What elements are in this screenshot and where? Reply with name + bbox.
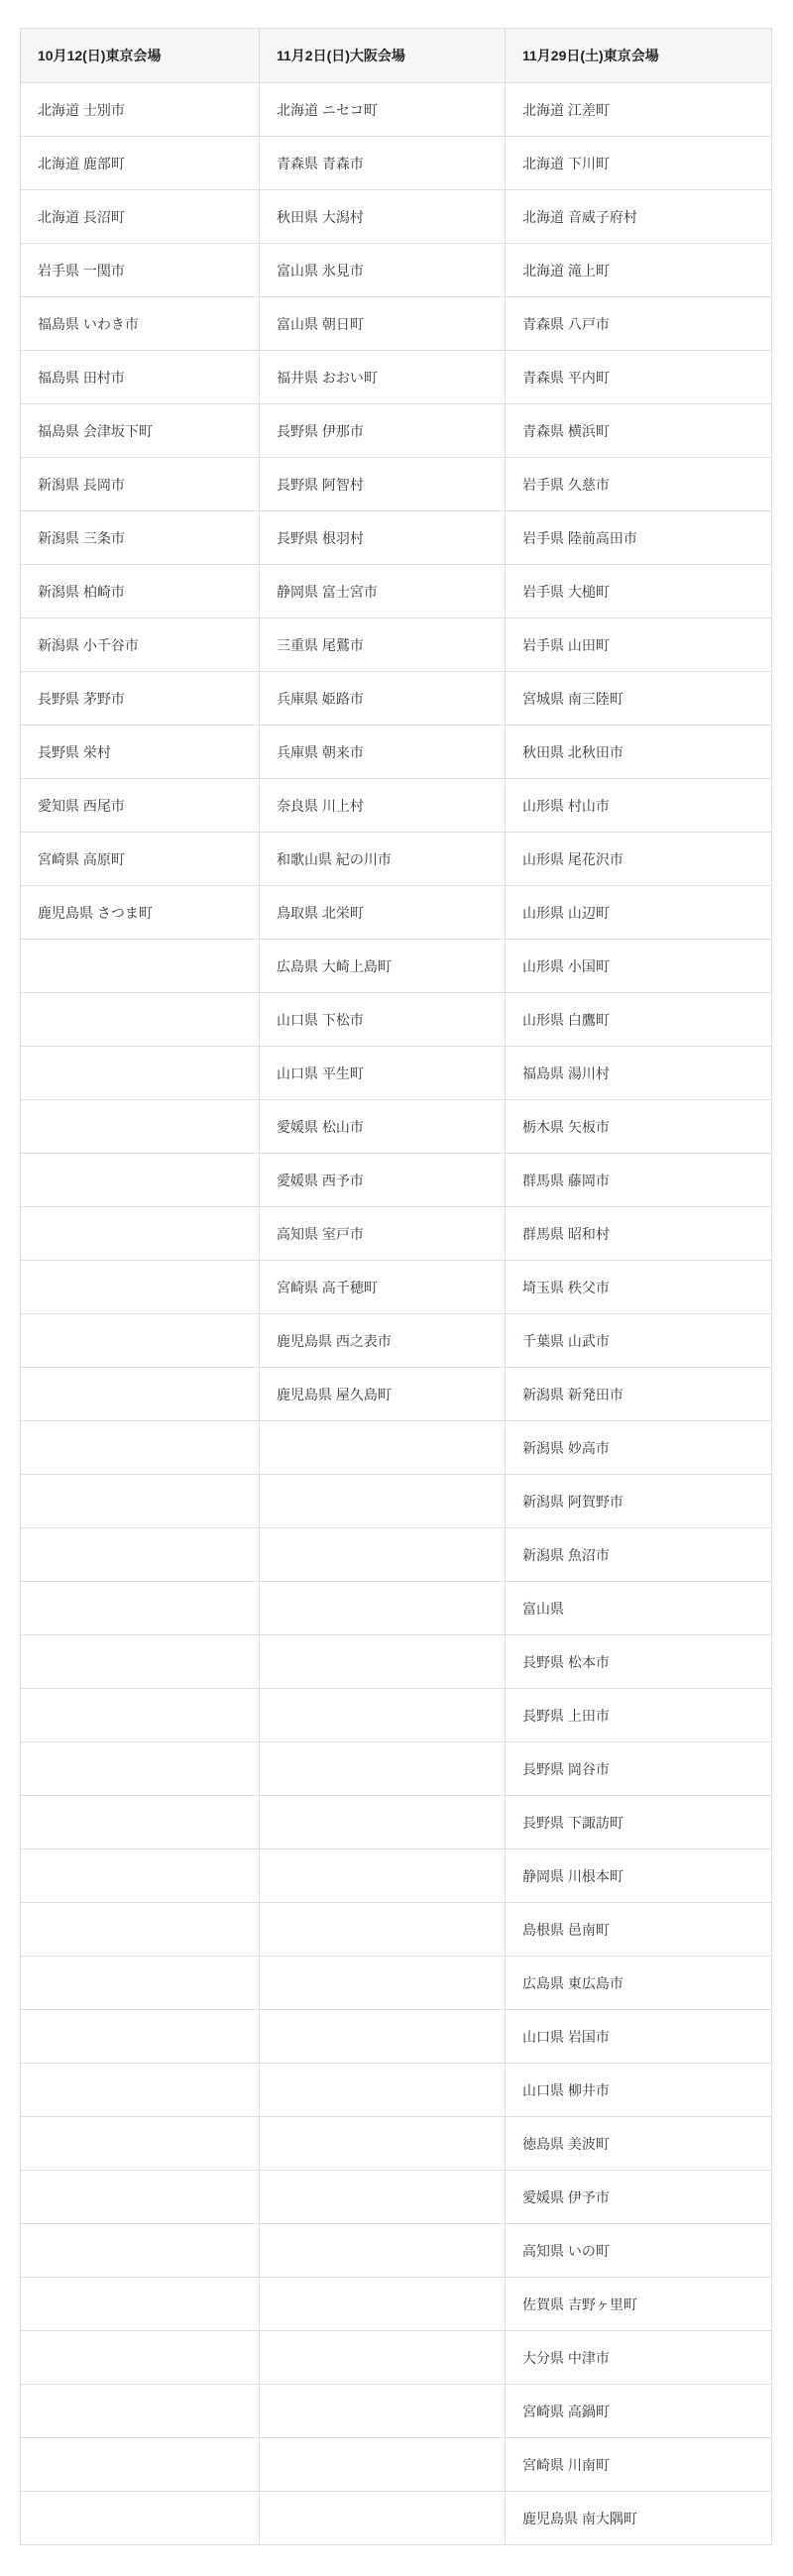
venue-cell: 愛知県 西尾市 <box>21 779 260 833</box>
venue-cell <box>260 2010 506 2064</box>
venue-cell <box>21 1421 260 1475</box>
venue-cell <box>260 2117 506 2171</box>
venue-cell: 鹿児島県 屋久島町 <box>260 1368 506 1421</box>
venue-cell <box>260 2224 506 2278</box>
venue-cell: 島根県 邑南町 <box>506 1903 772 1957</box>
venue-cell: 愛媛県 伊予市 <box>506 2171 772 2224</box>
venue-cell: 高知県 いの町 <box>506 2224 772 2278</box>
venue-cell: 青森県 八戸市 <box>506 297 772 351</box>
venue-cell <box>21 1689 260 1742</box>
venue-row <box>21 1368 772 1421</box>
venue-cell: 鹿児島県 さつま町 <box>21 886 260 940</box>
venue-row <box>21 2278 772 2331</box>
venue-row <box>21 2331 772 2385</box>
venue-cell: 新潟県 長岡市 <box>21 458 260 511</box>
venue-cell: 青森県 横浜町 <box>506 404 772 458</box>
venue-cell: 新潟県 妙高市 <box>506 1421 772 1475</box>
header-row <box>21 29 772 83</box>
venue-cell: 岩手県 久慈市 <box>506 458 772 511</box>
venue-row <box>21 511 772 565</box>
venue-cell: 宮崎県 川南町 <box>506 2438 772 2492</box>
venue-cell: 三重県 尾鷲市 <box>260 618 506 672</box>
venue-cell <box>260 1849 506 1903</box>
venue-cell: 鹿児島県 西之表市 <box>260 1314 506 1368</box>
venue-cell <box>21 1261 260 1314</box>
venue-row <box>21 1796 772 1849</box>
venue-cell <box>21 940 260 993</box>
venue-cell: 青森県 青森市 <box>260 137 506 190</box>
venue-cell: 宮崎県 高鍋町 <box>506 2385 772 2438</box>
venue-row <box>21 1100 772 1154</box>
venue-cell <box>21 1047 260 1100</box>
venue-cell: 岩手県 山田町 <box>506 618 772 672</box>
venue-cell: 富山県 朝日町 <box>260 297 506 351</box>
venue-cell: 新潟県 新発田市 <box>506 1368 772 1421</box>
venue-cell: 山口県 下松市 <box>260 993 506 1047</box>
venue-cell: 兵庫県 朝来市 <box>260 726 506 779</box>
venue-row <box>21 1742 772 1796</box>
venue-row <box>21 1421 772 1475</box>
venue-row <box>21 2438 772 2492</box>
venue-row <box>21 83 772 137</box>
venue-cell: 北海道 滝上町 <box>506 244 772 297</box>
venue-cell: 北海道 下川町 <box>506 137 772 190</box>
venue-cell: 長野県 下諏訪町 <box>506 1796 772 1849</box>
venue-cell: 長野県 伊那市 <box>260 404 506 458</box>
venue-cell: 愛媛県 松山市 <box>260 1100 506 1154</box>
venue-row <box>21 672 772 726</box>
venue-row <box>21 1314 772 1368</box>
venue-schedule-table <box>20 28 772 2545</box>
venue-cell: 静岡県 川根本町 <box>506 1849 772 1903</box>
venue-row <box>21 779 772 833</box>
venue-row <box>21 2117 772 2171</box>
venue-row <box>21 1635 772 1689</box>
venue-row <box>21 833 772 886</box>
venue-cell: 鳥取県 北栄町 <box>260 886 506 940</box>
venue-cell: 長野県 阿智村 <box>260 458 506 511</box>
venue-cell: 鹿児島県 南大隅町 <box>506 2492 772 2545</box>
venue-row <box>21 458 772 511</box>
venue-table-body <box>21 83 772 2545</box>
venue-cell <box>21 2117 260 2171</box>
venue-cell: 千葉県 山武市 <box>506 1314 772 1368</box>
venue-row <box>21 726 772 779</box>
venue-cell <box>21 1207 260 1261</box>
venue-cell: 北海道 鹿部町 <box>21 137 260 190</box>
venue-cell: 山形県 小国町 <box>506 940 772 993</box>
venue-cell: 広島県 東広島市 <box>506 1957 772 2010</box>
venue-cell: 北海道 音威子府村 <box>506 190 772 244</box>
venue-cell: 山形県 村山市 <box>506 779 772 833</box>
venue-row <box>21 297 772 351</box>
venue-row <box>21 2010 772 2064</box>
venue-row <box>21 2492 772 2545</box>
venue-cell <box>21 1903 260 1957</box>
venue-cell <box>21 1796 260 1849</box>
venue-cell <box>21 2385 260 2438</box>
venue-cell <box>21 1635 260 1689</box>
venue-row <box>21 1207 772 1261</box>
venue-cell <box>260 2385 506 2438</box>
venue-cell <box>21 1475 260 1528</box>
column-header-oct12-tokyo: 10月12(日)東京会場 <box>21 29 260 83</box>
venue-row <box>21 1528 772 1582</box>
venue-row <box>21 1047 772 1100</box>
venue-cell: 埼玉県 秩父市 <box>506 1261 772 1314</box>
venue-cell <box>21 2492 260 2545</box>
venue-cell <box>21 1957 260 2010</box>
venue-cell: 長野県 上田市 <box>506 1689 772 1742</box>
venue-cell <box>21 2224 260 2278</box>
venue-cell <box>21 1742 260 1796</box>
venue-cell: 山形県 尾花沢市 <box>506 833 772 886</box>
venue-cell <box>260 2438 506 2492</box>
venue-cell <box>260 1635 506 1689</box>
venue-cell: 宮城県 南三陸町 <box>506 672 772 726</box>
venue-cell <box>260 2064 506 2117</box>
venue-cell: 福島県 いわき市 <box>21 297 260 351</box>
venue-cell: 北海道 士別市 <box>21 83 260 137</box>
venue-cell <box>21 2064 260 2117</box>
venue-row <box>21 1849 772 1903</box>
venue-row <box>21 940 772 993</box>
venue-cell: 新潟県 阿賀野市 <box>506 1475 772 1528</box>
venue-cell: 岩手県 大槌町 <box>506 565 772 618</box>
venue-row <box>21 137 772 190</box>
venue-cell <box>260 2331 506 2385</box>
venue-row <box>21 1582 772 1635</box>
venue-cell <box>21 1528 260 1582</box>
venue-cell: 徳島県 美波町 <box>506 2117 772 2171</box>
venue-cell: 奈良県 川上村 <box>260 779 506 833</box>
venue-cell <box>21 1582 260 1635</box>
venue-cell: 新潟県 小千谷市 <box>21 618 260 672</box>
venue-cell <box>260 2492 506 2545</box>
venue-cell: 岩手県 一関市 <box>21 244 260 297</box>
venue-cell: 山口県 岩国市 <box>506 2010 772 2064</box>
venue-cell: 長野県 根羽村 <box>260 511 506 565</box>
venue-cell <box>21 1849 260 1903</box>
venue-cell: 北海道 長沼町 <box>21 190 260 244</box>
venue-cell: 栃木県 矢板市 <box>506 1100 772 1154</box>
venue-cell: 長野県 茅野市 <box>21 672 260 726</box>
venue-cell <box>21 2171 260 2224</box>
venue-cell <box>260 1582 506 1635</box>
venue-cell: 宮崎県 高原町 <box>21 833 260 886</box>
venue-cell <box>260 1689 506 1742</box>
venue-cell: 新潟県 魚沼市 <box>506 1528 772 1582</box>
venue-row <box>21 2224 772 2278</box>
venue-row <box>21 351 772 404</box>
venue-cell: 秋田県 大潟村 <box>260 190 506 244</box>
venue-cell: 山口県 柳井市 <box>506 2064 772 2117</box>
venue-cell <box>260 2171 506 2224</box>
venue-row <box>21 993 772 1047</box>
venue-row <box>21 1903 772 1957</box>
venue-cell <box>260 1742 506 1796</box>
venue-cell: 高知県 室戸市 <box>260 1207 506 1261</box>
column-header-nov29-tokyo: 11月29日(土)東京会場 <box>506 29 772 83</box>
venue-cell: 静岡県 富士宮市 <box>260 565 506 618</box>
venue-cell <box>21 2278 260 2331</box>
venue-cell: 秋田県 北秋田市 <box>506 726 772 779</box>
venue-cell: 岩手県 陸前高田市 <box>506 511 772 565</box>
venue-row <box>21 886 772 940</box>
venue-row <box>21 244 772 297</box>
venue-cell: 新潟県 柏崎市 <box>21 565 260 618</box>
venue-row <box>21 1261 772 1314</box>
venue-cell: 山形県 山辺町 <box>506 886 772 940</box>
venue-cell: 山形県 白鷹町 <box>506 993 772 1047</box>
venue-row <box>21 1957 772 2010</box>
venue-cell: 群馬県 藤岡市 <box>506 1154 772 1207</box>
venue-cell <box>260 1528 506 1582</box>
venue-cell <box>21 2331 260 2385</box>
venue-row <box>21 618 772 672</box>
venue-cell: 福井県 おおい町 <box>260 351 506 404</box>
venue-cell <box>21 1100 260 1154</box>
venue-row <box>21 2171 772 2224</box>
venue-cell: 宮崎県 高千穂町 <box>260 1261 506 1314</box>
venue-row <box>21 2064 772 2117</box>
venue-row <box>21 1154 772 1207</box>
venue-cell: 北海道 江差町 <box>506 83 772 137</box>
venue-cell: 大分県 中津市 <box>506 2331 772 2385</box>
venue-cell: 佐賀県 吉野ヶ里町 <box>506 2278 772 2331</box>
venue-cell: 北海道 ニセコ町 <box>260 83 506 137</box>
venue-cell <box>260 1957 506 2010</box>
venue-cell <box>260 2278 506 2331</box>
venue-cell <box>260 1421 506 1475</box>
venue-cell <box>260 1796 506 1849</box>
venue-cell <box>260 1475 506 1528</box>
venue-cell <box>21 1314 260 1368</box>
venue-cell: 福島県 湯川村 <box>506 1047 772 1100</box>
venue-cell: 愛媛県 西予市 <box>260 1154 506 1207</box>
venue-cell <box>260 1903 506 1957</box>
venue-cell: 長野県 栄村 <box>21 726 260 779</box>
column-header-nov2-osaka: 11月2日(日)大阪会場 <box>260 29 506 83</box>
venue-cell: 和歌山県 紀の川市 <box>260 833 506 886</box>
venue-cell <box>21 993 260 1047</box>
venue-cell: 群馬県 昭和村 <box>506 1207 772 1261</box>
venue-cell: 富山県 <box>506 1582 772 1635</box>
venue-cell <box>21 2010 260 2064</box>
venue-cell: 福島県 田村市 <box>21 351 260 404</box>
venue-cell: 青森県 平内町 <box>506 351 772 404</box>
venue-row <box>21 404 772 458</box>
venue-cell <box>21 2438 260 2492</box>
venue-cell: 福島県 会津坂下町 <box>21 404 260 458</box>
venue-cell: 新潟県 三条市 <box>21 511 260 565</box>
venue-row <box>21 190 772 244</box>
venue-cell: 山口県 平生町 <box>260 1047 506 1100</box>
venue-row <box>21 1689 772 1742</box>
venue-cell: 兵庫県 姫路市 <box>260 672 506 726</box>
venue-row <box>21 565 772 618</box>
venue-row <box>21 2385 772 2438</box>
venue-cell <box>21 1154 260 1207</box>
venue-cell: 広島県 大崎上島町 <box>260 940 506 993</box>
venue-cell: 長野県 松本市 <box>506 1635 772 1689</box>
venue-cell: 富山県 氷見市 <box>260 244 506 297</box>
venue-cell: 長野県 岡谷市 <box>506 1742 772 1796</box>
venue-row <box>21 1475 772 1528</box>
venue-cell <box>21 1368 260 1421</box>
